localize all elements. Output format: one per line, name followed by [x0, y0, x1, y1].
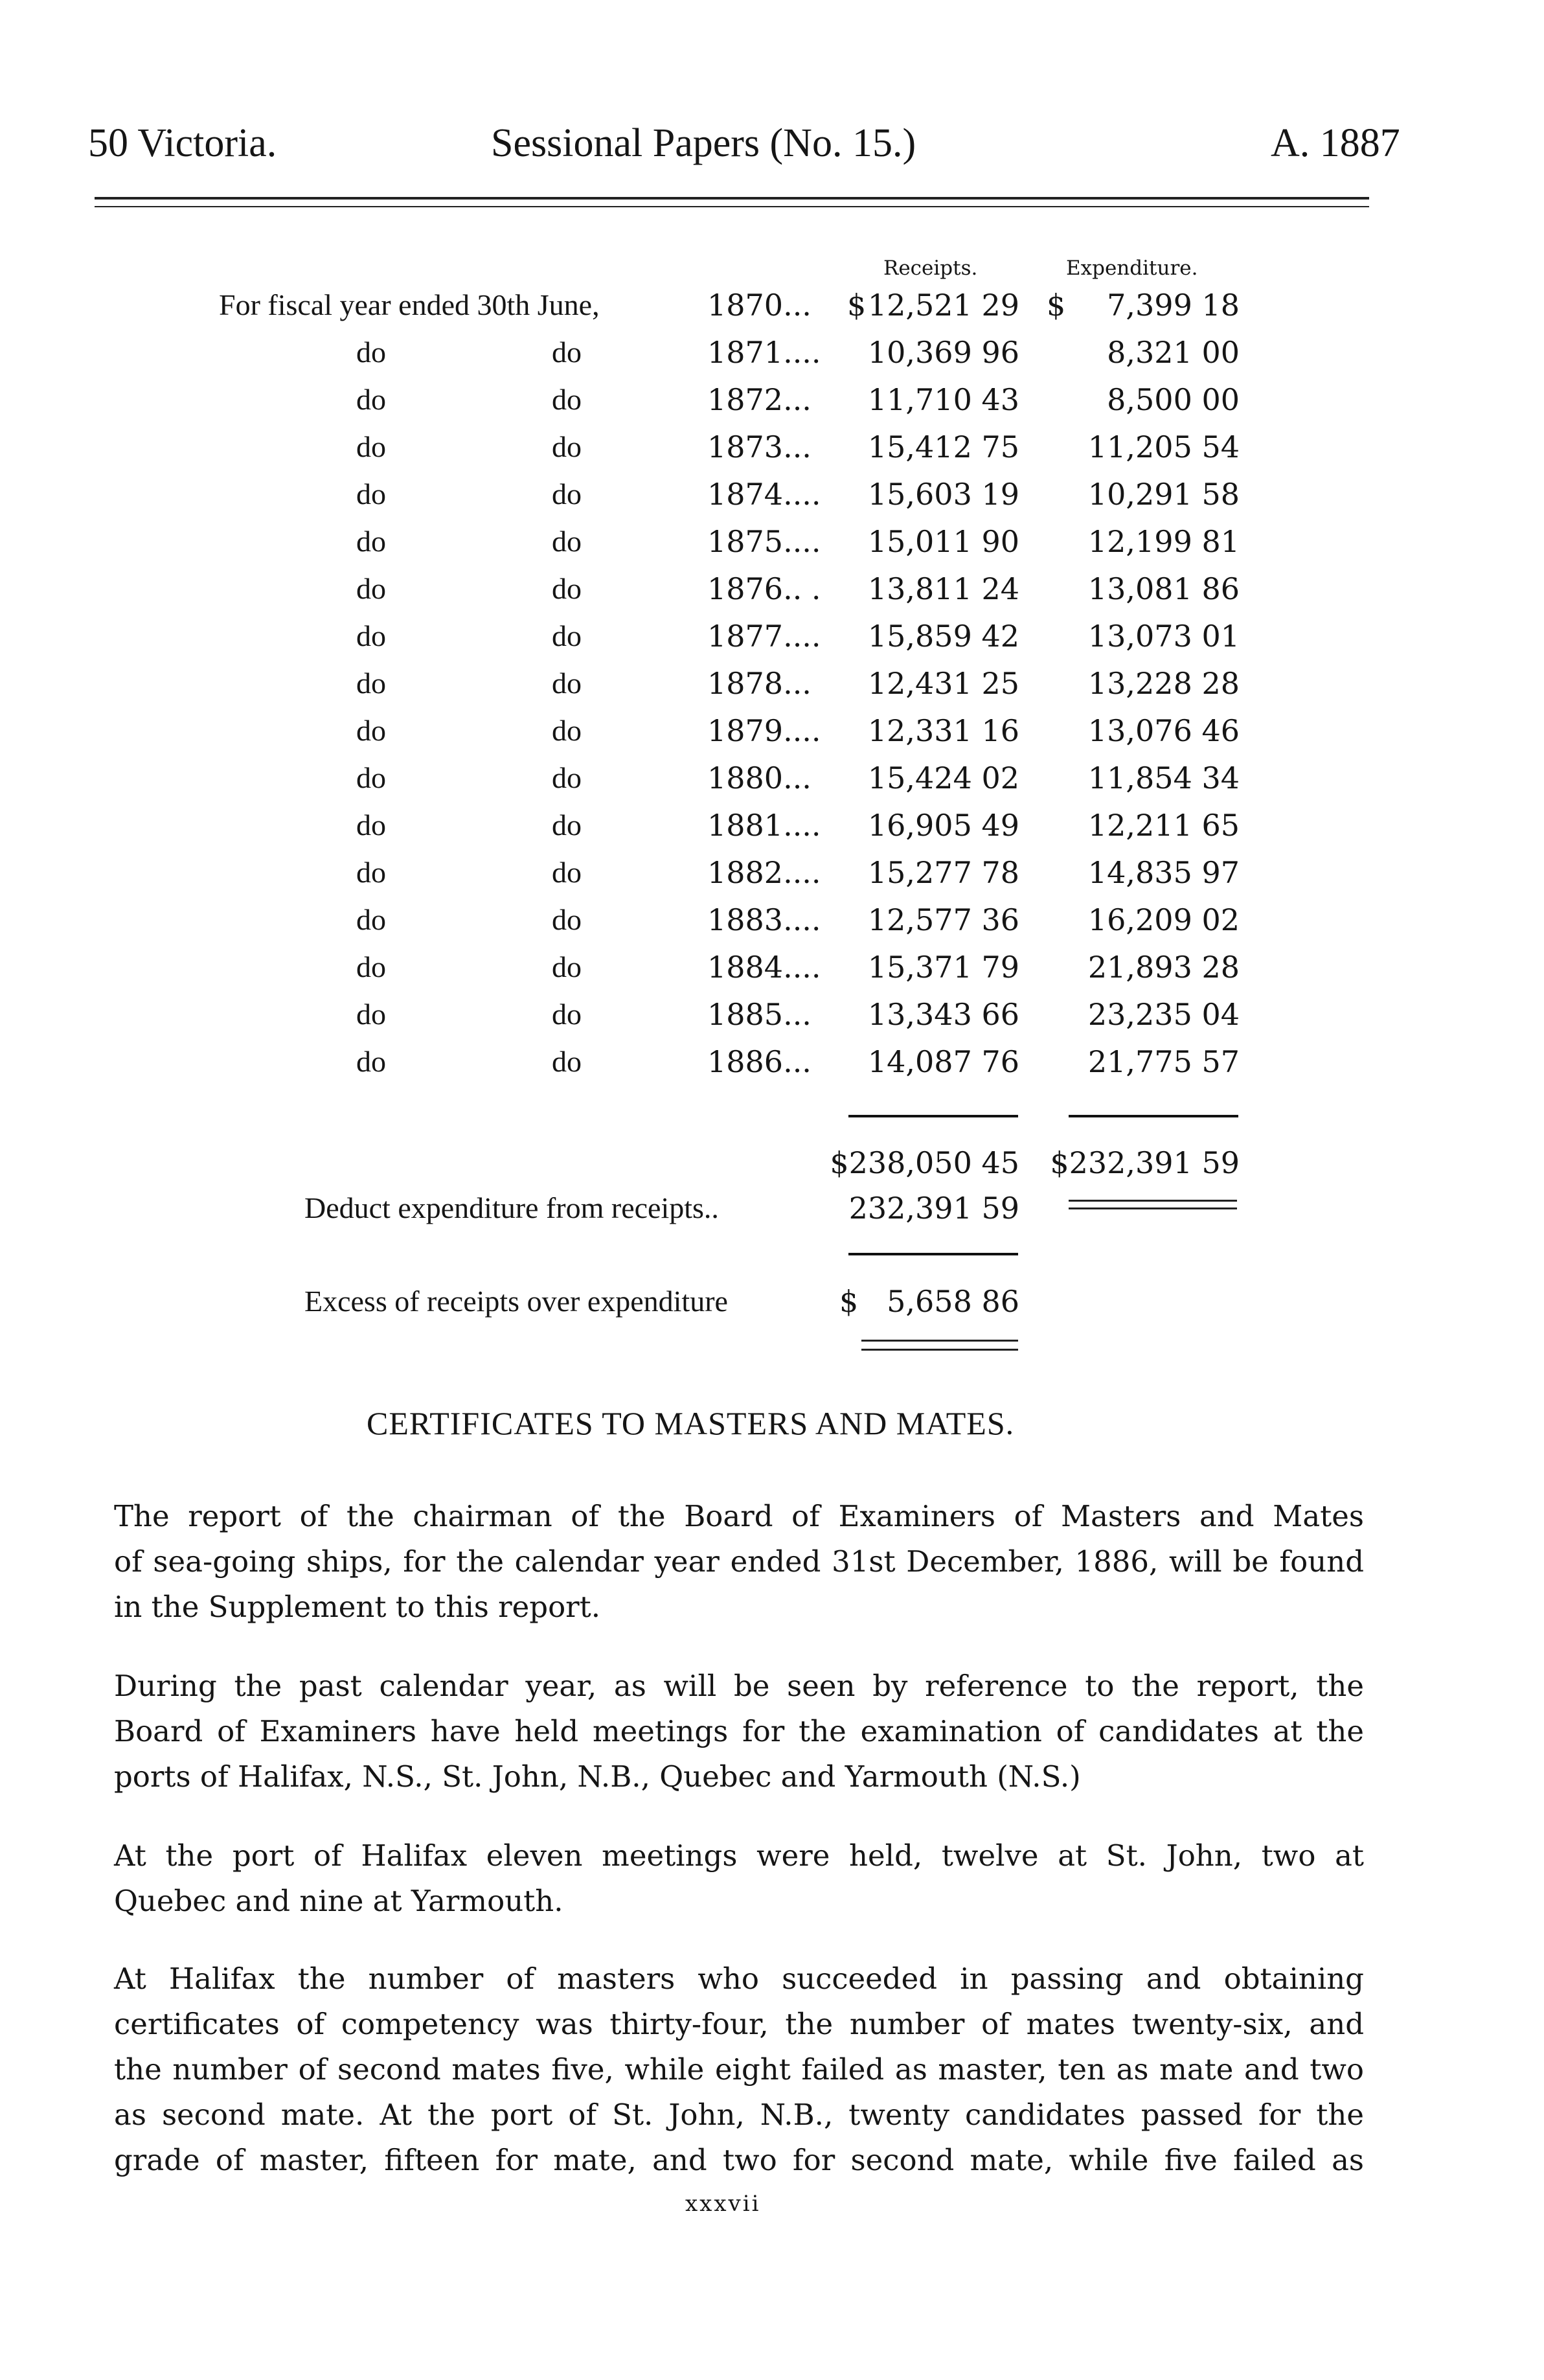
paragraph-line: certificates of competency was thirty-four, the number of mates twenty-six, and — [114, 2007, 1364, 2041]
table-row — [0, 666, 1544, 713]
paragraph-line: During the past calendar year, as will be seen by reference to the report, the — [114, 1669, 1364, 1703]
section-title: CERTIFICATES TO MASTERS AND MATES. — [367, 1405, 1015, 1441]
receipts-value: 15,371 79 — [867, 950, 1019, 985]
ditto-2: do — [552, 950, 582, 983]
excess-dollar-sign: $ — [839, 1284, 859, 1319]
table-row — [0, 619, 1544, 665]
ditto-2: do — [552, 714, 582, 747]
expenditure-value: 12,199 81 — [1087, 524, 1240, 559]
ditto-2: do — [552, 761, 582, 794]
table-row — [0, 950, 1544, 996]
expenditure-value: 23,235 04 — [1087, 997, 1240, 1032]
expenditure-value: 8,500 00 — [1107, 382, 1240, 417]
receipts-value: 10,369 96 — [867, 335, 1019, 370]
receipts-column-header: Receipts. — [883, 257, 978, 280]
ditto-1: do — [356, 572, 386, 605]
ditto-2: do — [552, 477, 582, 510]
ditto-2: do — [552, 1045, 582, 1078]
paragraph-line: of sea-going ships, for the calendar year ended 31st December, 1886, will be found — [114, 1544, 1364, 1579]
receipts-value: 13,343 66 — [867, 997, 1019, 1032]
ditto-2: do — [552, 336, 582, 369]
paragraph-halifax-meetings — [114, 1833, 1364, 1924]
expenditure-value: 13,228 28 — [1087, 666, 1240, 701]
fiscal-year: 1886... — [707, 1044, 812, 1079]
expenditure-value: 21,893 28 — [1087, 950, 1240, 985]
ditto-2: do — [552, 667, 582, 700]
expenditure-value: 13,073 01 — [1087, 619, 1240, 654]
ditto-1: do — [356, 998, 386, 1031]
table-row — [0, 761, 1544, 807]
receipts-value: 15,859 42 — [867, 619, 1019, 654]
paragraph-halifax-results — [114, 1956, 1364, 2183]
expenditure-value: 11,854 34 — [1087, 761, 1240, 795]
fiscal-year: 1874.... — [707, 477, 821, 512]
table-row — [0, 335, 1544, 382]
table-row — [0, 997, 1544, 1044]
total-expenditure: $232,391 59 — [1050, 1145, 1240, 1180]
total-receipts: $238,050 45 — [830, 1145, 1019, 1180]
document-year: A. 1887 — [1271, 121, 1400, 165]
receipts-value: 13,811 24 — [867, 571, 1019, 606]
ditto-1: do — [356, 903, 386, 936]
paragraph-line: The report of the chairman of the Board of Examiners of Masters and Mates — [114, 1499, 1364, 1533]
document-title: Sessional Papers (No. 15.) — [491, 121, 916, 165]
ditto-1: do — [356, 619, 386, 652]
expenditure-column-header: Expenditure. — [1066, 257, 1198, 280]
ditto-2: do — [552, 383, 582, 416]
paragraph-line: ports of Halifax, N.S., St. John, N.B., Quebec and Yarmouth (N.S.) — [114, 1759, 1081, 1794]
excess-value: 5,658 86 — [887, 1284, 1019, 1319]
page-folio: xxxvii — [685, 2191, 761, 2217]
paragraph-line: Board of Examiners have held meetings for the examination of candidates at the — [114, 1714, 1364, 1748]
fiscal-year: 1871.... — [707, 335, 821, 370]
expenditure-value: 16,209 02 — [1087, 902, 1240, 937]
ditto-1: do — [356, 667, 386, 700]
paragraph-line: At the port of Halifax eleven meetings were held, twelve at St. John, two at — [114, 1838, 1364, 1873]
receipts-value: 11,710 43 — [867, 382, 1019, 417]
fiscal-year: 1873... — [707, 429, 812, 464]
expenditure-double-rule-bottom — [1069, 1207, 1237, 1209]
fiscal-year: 1883.... — [707, 902, 821, 937]
expenditure-value: 8,321 00 — [1107, 335, 1240, 370]
expenditure-value: 21,775 57 — [1087, 1044, 1240, 1079]
ditto-1: do — [356, 1045, 386, 1078]
receipts-value: 16,905 49 — [867, 808, 1019, 843]
receipts-value: 14,087 76 — [867, 1044, 1019, 1079]
paragraph-meetings — [114, 1664, 1364, 1800]
ditto-1: do — [356, 761, 386, 794]
ditto-2: do — [552, 808, 582, 841]
paragraph-line: in the Supplement to this report. — [114, 1590, 601, 1624]
fiscal-year: 1877.... — [707, 619, 821, 654]
header-rule-thin — [95, 206, 1369, 207]
receipts-dollar-sign: $ — [847, 288, 867, 323]
table-row — [0, 288, 1544, 334]
ditto-2: do — [552, 430, 582, 463]
excess-label: Excess of receipts over expenditure — [304, 1285, 728, 1318]
receipts-value: 12,577 36 — [867, 902, 1019, 937]
fiscal-year: 1880... — [707, 761, 812, 795]
table-row — [0, 855, 1544, 902]
deduct-value: 232,391 59 — [848, 1191, 1019, 1226]
ditto-1: do — [356, 525, 386, 558]
fiscal-year: 1876.. . — [707, 571, 821, 606]
ditto-2: do — [552, 856, 582, 889]
fiscal-year: 1885... — [707, 997, 812, 1032]
fiscal-year: 1879.... — [707, 713, 821, 748]
receipts-value: 15,011 90 — [867, 524, 1019, 559]
deduct-sum-rule — [848, 1253, 1018, 1255]
receipts-sum-rule — [848, 1115, 1018, 1117]
ditto-2: do — [552, 525, 582, 558]
paragraph-line: grade of master, fifteen for mate, and two for second mate, while five failed as — [114, 2143, 1364, 2177]
ditto-1: do — [356, 856, 386, 889]
paragraph-line: At Halifax the number of masters who succeeded in passing and obtaining — [114, 1962, 1364, 1996]
ditto-2: do — [552, 903, 582, 936]
expenditure-value: 14,835 97 — [1087, 855, 1240, 890]
table-row — [0, 1044, 1544, 1091]
expenditure-dollar-sign: $ — [1047, 288, 1066, 323]
ditto-1: do — [356, 714, 386, 747]
table-row — [0, 808, 1544, 854]
fiscal-year: 1881.... — [707, 808, 821, 843]
expenditure-value: 11,205 54 — [1087, 429, 1240, 464]
ditto-1: do — [356, 383, 386, 416]
ditto-1: do — [356, 950, 386, 983]
fiscal-year: 1875.... — [707, 524, 821, 559]
receipts-value: 15,424 02 — [867, 761, 1019, 795]
fiscal-year: 1878... — [707, 666, 812, 701]
ditto-1: do — [356, 477, 386, 510]
expenditure-value: 12,211 65 — [1087, 808, 1240, 843]
receipts-value: 12,431 25 — [867, 666, 1019, 701]
receipts-value: 12,331 16 — [867, 713, 1019, 748]
expenditure-value: 13,076 46 — [1087, 713, 1240, 748]
excess-double-rule-top — [861, 1340, 1018, 1342]
receipts-value: 12,521 29 — [867, 288, 1019, 323]
expenditure-value: 7,399 18 — [1107, 288, 1240, 323]
ditto-1: do — [356, 808, 386, 841]
expenditure-double-rule-top — [1069, 1200, 1237, 1202]
ditto-2: do — [552, 572, 582, 605]
receipts-value: 15,412 75 — [867, 429, 1019, 464]
ditto-1: do — [356, 430, 386, 463]
row-label: For fiscal year ended 30th June, — [219, 288, 600, 321]
fiscal-year: 1884.... — [707, 950, 821, 985]
paragraph-line: Quebec and nine at Yarmouth. — [114, 1884, 563, 1918]
table-row — [0, 477, 1544, 523]
fiscal-year: 1872... — [707, 382, 812, 417]
expenditure-sum-rule — [1069, 1115, 1238, 1117]
deduct-label: Deduct expenditure from receipts.. — [304, 1191, 719, 1224]
receipts-value: 15,603 19 — [867, 477, 1019, 512]
paragraph-line: the number of second mates five, while eight failed as master, ten as mate and two — [114, 2052, 1364, 2087]
table-row — [0, 713, 1544, 760]
table-row — [0, 902, 1544, 949]
table-row — [0, 429, 1544, 476]
header-rule-thick — [95, 197, 1369, 200]
session-label: 50 Victoria. — [88, 121, 277, 165]
ditto-2: do — [552, 619, 582, 652]
ditto-1: do — [356, 336, 386, 369]
paragraph-report — [114, 1494, 1364, 1630]
table-row — [0, 382, 1544, 429]
table-row — [0, 571, 1544, 618]
paragraph-line: as second mate. At the port of St. John, N.B., twenty candidates passed for the — [114, 2098, 1364, 2132]
ditto-2: do — [552, 998, 582, 1031]
table-row — [0, 524, 1544, 571]
receipts-value: 15,277 78 — [867, 855, 1019, 890]
fiscal-year: 1870... — [707, 288, 812, 323]
fiscal-year: 1882.... — [707, 855, 821, 890]
excess-double-rule-bottom — [861, 1349, 1018, 1351]
expenditure-value: 10,291 58 — [1087, 477, 1240, 512]
expenditure-value: 13,081 86 — [1087, 571, 1240, 606]
